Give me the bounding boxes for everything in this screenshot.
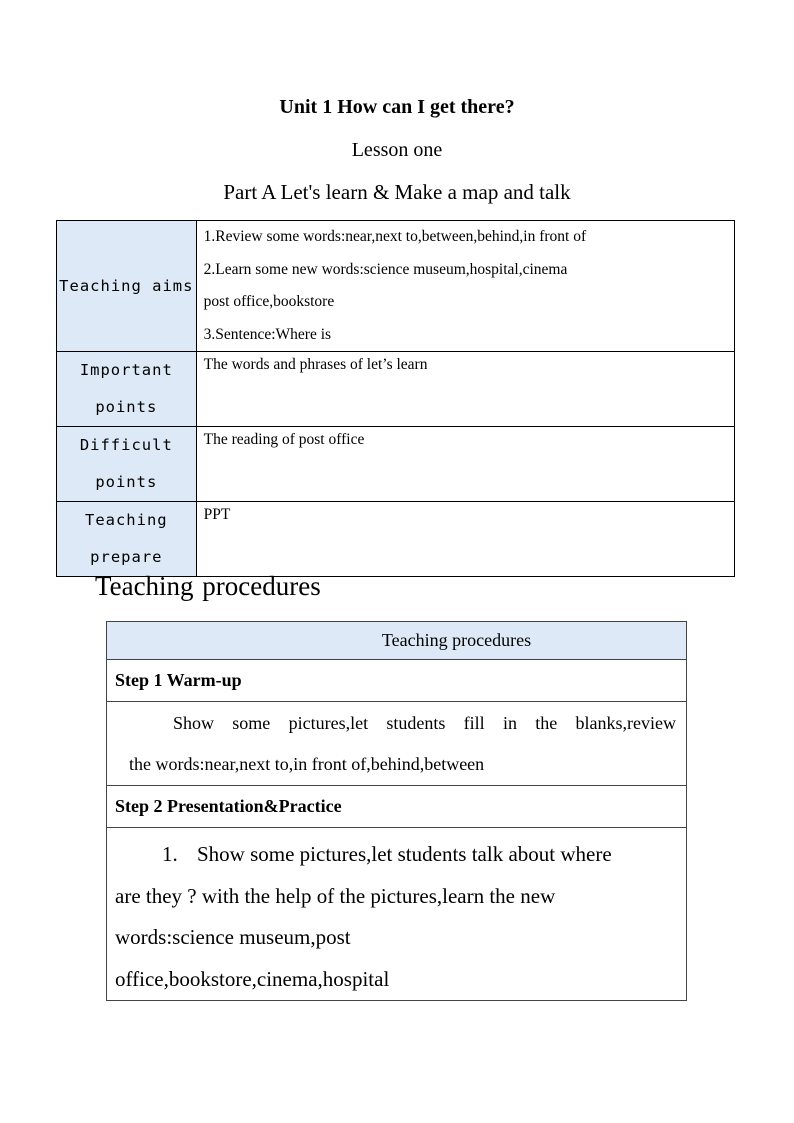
teaching-prepare-label: [57, 502, 197, 577]
teaching-aims-row: [57, 221, 735, 352]
step2-body-row: [107, 828, 687, 1001]
important-points-label: [57, 352, 197, 427]
step1-title-row: [107, 660, 687, 702]
step1-title: Step 1 Warm-up: [107, 660, 687, 702]
part-title: Part A Let's learn & Make a map and talk: [223, 180, 571, 204]
step1-body: [107, 702, 687, 786]
step1-line: the words:near,next to,in front of,behind,between: [129, 754, 485, 774]
procedures-table-header: Teaching procedures: [107, 622, 687, 660]
step2-body: [107, 828, 687, 1001]
label-line: points: [95, 473, 158, 491]
label-line: Teaching: [84, 511, 168, 529]
step2-title-row: [107, 786, 687, 828]
label-line: prepare: [90, 548, 163, 566]
important-points-content: The words and phrases of let’s learn: [196, 352, 734, 427]
aims-line: 1.Review some words:near,next to,between,behind,in front of: [203, 228, 587, 245]
label-line: points: [95, 398, 158, 416]
lesson-title: Lesson one: [351, 139, 443, 161]
label-line: Difficult: [79, 436, 173, 454]
teaching-prepare-content: PPT: [196, 502, 734, 577]
step2-item-text: Show some pictures,let students talk about where: [197, 842, 612, 866]
difficult-points-content: The reading of post office: [196, 427, 734, 502]
step2-item-number: 1.: [162, 842, 178, 866]
teaching-prepare-row: [57, 502, 735, 577]
procedures-table: [106, 621, 687, 1001]
step2-item-line: office,bookstore,cinema,hospital: [115, 966, 390, 991]
teaching-aims-content: [196, 221, 734, 352]
procedures-heading: Teaching procedures: [95, 571, 321, 601]
label-line: Important: [79, 361, 173, 379]
step1-line: Show some pictures,let students fill in the blanks,review: [173, 713, 676, 733]
lesson-aims-table: [56, 220, 735, 577]
step2-item-line: words:science museum,post: [115, 925, 351, 949]
step2-item-line: are they ? with the help of the pictures,learn the new: [115, 883, 556, 908]
procedures-table-header-row: [107, 622, 687, 660]
unit-title: Unit 1 How can I get there?: [279, 96, 515, 118]
teaching-aims-label: Teaching aims: [57, 221, 197, 352]
step2-title: Step 2 Presentation&Practice: [107, 786, 687, 828]
aims-line: post office,bookstore: [203, 293, 335, 310]
aims-line: 2.Learn some new words:science museum,hospital,cinema: [203, 260, 568, 278]
difficult-points-row: [57, 427, 735, 502]
important-points-row: [57, 352, 735, 427]
aims-line: 3.Sentence:Where is: [203, 325, 332, 343]
step1-body-row: [107, 702, 687, 786]
difficult-points-label: [57, 427, 197, 502]
step2-item: [115, 834, 676, 876]
